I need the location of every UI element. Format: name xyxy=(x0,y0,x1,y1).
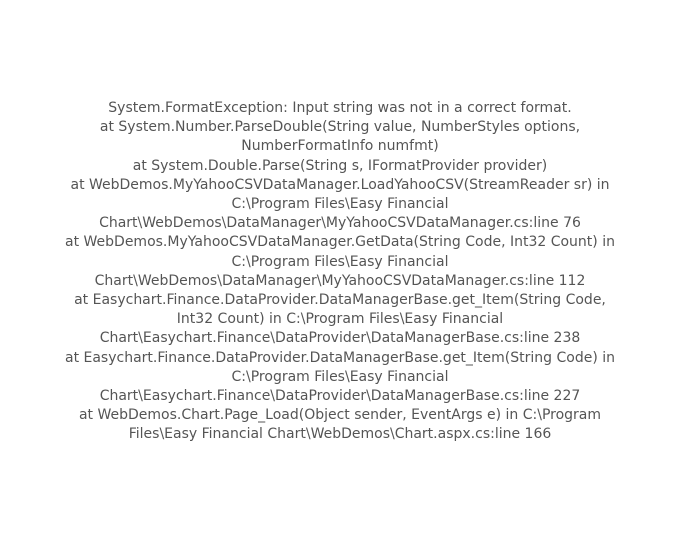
stack-trace-line: Chart\WebDemos\DataManager\MyYahooCSVDataManager.cs:line 112 xyxy=(94,272,586,289)
stack-trace-line: at Easychart.Finance.DataProvider.DataManagerBase.get_Item(String Code) in xyxy=(64,349,615,366)
stack-trace-line: at WebDemos.MyYahooCSVDataManager.LoadYahooCSV(StreamReader sr) in xyxy=(70,176,610,193)
stack-trace-line: C:\Program Files\Easy Financial xyxy=(231,368,449,385)
stack-trace-line: Files\Easy Financial Chart\WebDemos\Chart.aspx.cs:line 166 xyxy=(128,426,552,443)
stack-trace-line: at Easychart.Finance.DataProvider.DataManagerBase.get_Item(String Code, xyxy=(74,292,606,309)
stack-trace-line: at WebDemos.Chart.Page_Load(Object sender, EventArgs e) in C:\Program xyxy=(78,407,602,424)
stack-trace-line: Int32 Count) in C:\Program Files\Easy Financial xyxy=(176,311,504,328)
stack-trace-line: at WebDemos.MyYahooCSVDataManager.GetData(String Code, Int32 Count) in xyxy=(65,234,615,251)
exception-message-line: System.FormatException: Input string was not in a correct format. xyxy=(108,100,572,116)
stack-trace-line: Chart\WebDemos\DataManager\MyYahooCSVDataManager.cs:line 76 xyxy=(99,215,581,232)
stack-trace-line: NumberFormatInfo numfmt) xyxy=(241,138,439,155)
stack-trace-line: C:\Program Files\Easy Financial xyxy=(231,253,449,270)
stack-trace-line: at System.Number.ParseDouble(String value, NumberStyles options, xyxy=(99,119,581,136)
stack-trace-line: Chart\Easychart.Finance\DataProvider\DataManagerBase.cs:line 238 xyxy=(99,330,581,347)
error-stack-trace xyxy=(14,0,666,445)
stack-trace-line: Chart\Easychart.Finance\DataProvider\DataManagerBase.cs:line 227 xyxy=(99,388,581,405)
stack-trace-line: at System.Double.Parse(String s, IFormatProvider provider) xyxy=(132,157,548,174)
stack-trace-line: C:\Program Files\Easy Financial xyxy=(231,196,449,213)
